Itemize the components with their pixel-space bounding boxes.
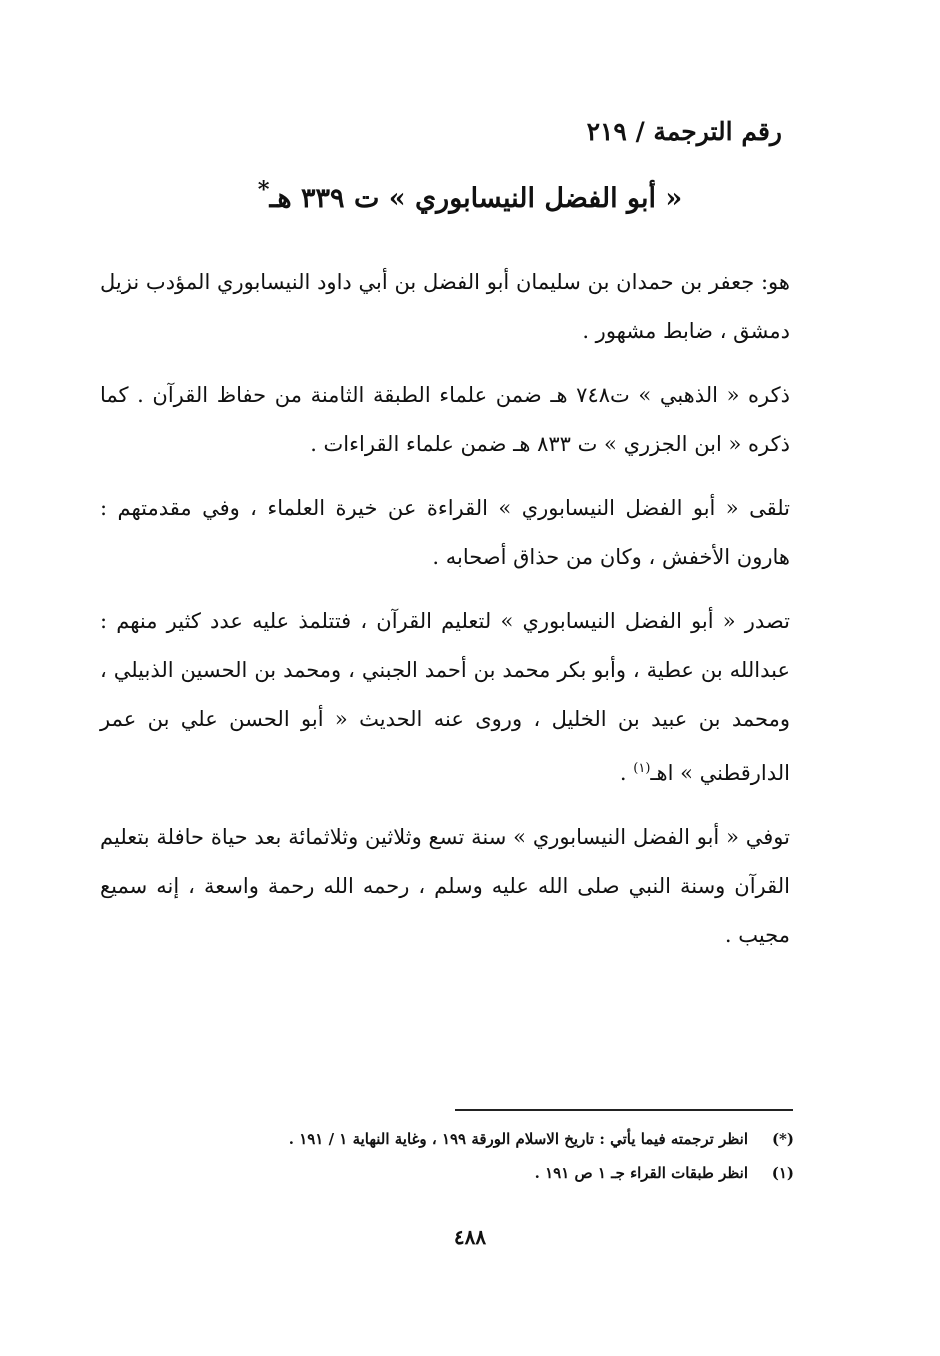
footnote-separator bbox=[455, 1109, 793, 1111]
paragraph-teachers: تلقى « أبو الفضل النيسابوري » القراءة عن خيرة العلماء ، وفي مقدمتهم : هارون الأخفش ، وكان من حذاق أصحابه . bbox=[100, 496, 790, 569]
footnote-text: انظر طبقات القراء جـ ١ ص ١٩١ . bbox=[534, 1164, 748, 1182]
footnote-text: انظر ترجمته فيما يأتي : تاريخ الاسلام الورقة ١٩٩ ، وغاية النهاية ١ / ١٩١ . bbox=[288, 1130, 748, 1148]
footnote-star bbox=[234, 1122, 794, 1156]
entry-number-text: رقم الترجمة / ٢١٩ bbox=[586, 117, 782, 146]
entry-number-heading bbox=[382, 112, 782, 152]
paragraph-students-text: تصدر « أبو الفضل النيسابوري » لتعليم القرآن ، فتتلمذ عليه عدد كثير منهم : عبدالله بن عطية ، وأبو بكر محمد بن أحمد الجبني ، ومحمد بن الحسين الذبيلي ، ومحمد بن عبيد بن الخليل ، وروى عنه الحديث « أبو الحسن علي بن عمر الدارقطني » اهـ bbox=[100, 609, 790, 785]
paragraph-mentions: ذكره « الذهبي » ت٧٤٨ هـ ضمن علماء الطبقة الثامنة من حفاظ القرآن . كما ذكره « ابن الجزري » ت ٨٣٣ هـ ضمن علماء القراءات . bbox=[100, 383, 790, 456]
entry-title-text: « أبو الفضل النيسابوري » ت ٣٣٩ هـ bbox=[269, 183, 683, 214]
footnotes-section bbox=[234, 1122, 794, 1190]
paragraph-students bbox=[100, 597, 790, 798]
biography-body bbox=[100, 258, 790, 975]
title-footnote-mark: * bbox=[257, 177, 270, 203]
entry-title bbox=[150, 168, 790, 221]
page-number: ٤٨٨ bbox=[453, 1225, 487, 1249]
footnote-1 bbox=[234, 1156, 794, 1190]
paragraph-students-end: . bbox=[619, 761, 634, 785]
footnote-ref-1[interactable]: (١) bbox=[633, 761, 651, 776]
footnote-marker: (*) bbox=[771, 1130, 794, 1148]
paragraph-identity: هو: جعفر بن حمدان بن سليمان أبو الفضل بن أبي داود النيسابوري المؤدب نزيل دمشق ، ضابط مشهور . bbox=[100, 270, 790, 343]
paragraph-death: توفي « أبو الفضل النيسابوري » سنة تسع وثلاثين وثلاثمائة بعد حياة حافلة بتعليم القرآن وسنة النبي صلى الله عليه وسلم ، رحمه الله رحمة واسعة ، إنه سميع مجيب . bbox=[100, 825, 790, 947]
footnote-marker: (١) bbox=[771, 1164, 794, 1182]
